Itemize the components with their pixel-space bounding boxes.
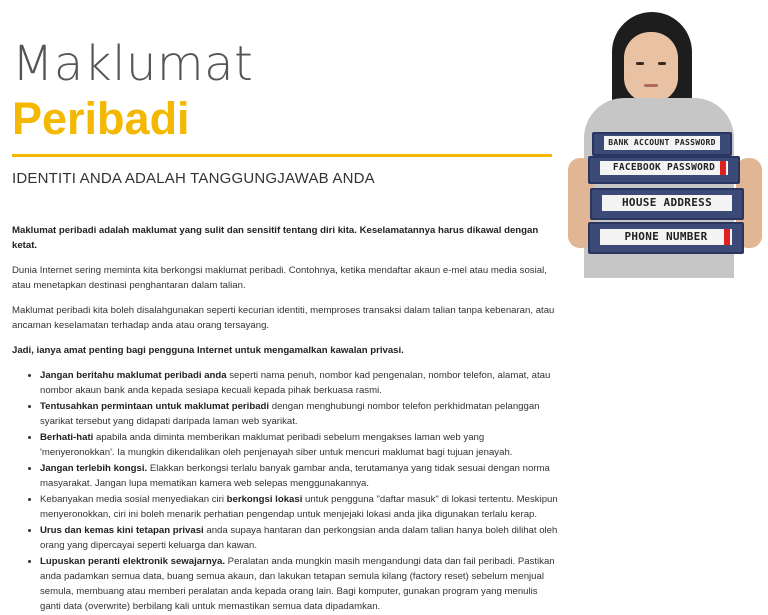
article-body [12,223,560,615]
tip-text: dengan menghubungi nombor telefon perkhidmatan pelanggan syarikat tersebut yang didapati daripada laman web syarikat. [40,401,540,427]
binder-label-3: HOUSE ADDRESS [602,195,732,211]
list-item [40,554,560,614]
binder-label-2: FACEBOOK PASSWORD [600,161,728,175]
tips-list [12,368,560,614]
mouth [644,84,658,87]
intro-paragraph: Maklumat peribadi adalah maklumat yang sulit dan sensitif tentang diri kita. Keselamatannya harus dikawal dengan ketat. [12,225,539,251]
list-item [40,430,560,460]
paragraph-1: Dunia Internet sering meminta kita berkongsi maklumat peribadi. Contohnya, ketika mendaftar akaun e-mel atau media sosial, atau menetapkan destinasi penghantaran dalam talian. [12,265,547,291]
tip-text: Kebanyakan media sosial menyediakan ciri [40,494,227,505]
title-line-1: Maklumat [12,36,254,92]
tip-emphasis: Jangan terlebih kongsi. [40,463,148,474]
binder-label-1: BANK ACCOUNT PASSWORD [604,136,720,150]
binder-4 [588,222,744,254]
tip-text: Elakkan berkongsi terlalu banyak gambar anda, terutamanya yang tidak sesuai dengan norma masyarakat. Jangan lupa mematikan kamera web selepas menggunakannya. [40,463,550,489]
tip-text: seperti nama penuh, nombor kad pengenalan, nombor telefon, alamat, atau nombor akaun bank anda kepada sesiapa kecuali kepada pihak berkuasa rasmi. [40,370,551,396]
lead-paragraph: Jadi, ianya amat penting bagi pengguna Internet untuk mengamalkan kawalan privasi. [12,345,404,356]
tip-text: anda supaya hantaran dan perkongsian anda dalam talian hanya boleh dilihat oleh orang yang dipercayai seperti keluarga dan kawan. [40,525,558,551]
left-eye [636,62,644,65]
tip-emphasis: Jangan beritahu maklumat peribadi anda [40,370,227,381]
title-divider [12,154,552,157]
binder-2 [588,156,740,184]
binder-1 [592,132,732,156]
list-item [40,368,560,398]
title-line-2: Peribadi [12,93,190,144]
tip-emphasis: Lupuskan peranti elektronik sewajarnya. [40,556,226,567]
binder-3 [590,188,744,220]
list-item [40,399,560,429]
list-item [40,523,560,553]
binder-tab-4 [724,229,730,245]
woman-holding-binders-illustration [560,8,768,276]
binder-label-4: PHONE NUMBER [600,229,732,245]
paragraph-2: Maklumat peribadi kita boleh disalahgunakan seperti kecurian identiti, memproses transaksi dalam talian tanpa kebenaran, atau ancaman keselamatan terhadap anda atau orang tersayang. [12,305,555,331]
tip-emphasis: Berhati-hati [40,432,94,443]
page-subtitle: IDENTITI ANDA ADALAH TANGGUNGJAWAB ANDA [12,170,375,187]
list-item [40,461,560,491]
list-item [40,492,560,522]
binder-tab-2 [720,161,726,175]
tip-emphasis: berkongsi lokasi [226,494,303,505]
tip-emphasis: Urus dan kemas kini tetapan privasi [40,525,204,536]
face-shape [624,32,678,102]
tip-text: Peralatan anda mungkin masih mengandungi data dan fail peribadi. Pastikan anda padamkan semua data, buang semua akaun, dan lakukan tetapan semula kilang (factory reset) sebelum menjual semula, membuang atau memberi peralatan anda kepada orang lain. Bagi komputer, gunakan program yang menulis ganti data (overwrite) berbilang kali untuk memastikan semua data dipadamkan. [40,556,555,612]
tip-text: untuk pengguna "daftar masuk" di lokasi tertentu. Meskipun menyeronokkan, ciri ini boleh menarik perhatian pengendap untuk menjejaki lokasi anda jika digunakan terlalu kerap. [40,494,558,520]
tip-emphasis: Tentusahkan permintaan untuk maklumat peribadi [40,401,270,412]
tip-text: apabila anda diminta memberikan maklumat peribadi sebelum mengakses laman web yang 'menyeronokkan'. Ia mungkin dikendalikan oleh penjenayah siber untuk mencuri maklumat bagi tujuan jenayah. [40,432,513,458]
right-eye [658,62,666,65]
